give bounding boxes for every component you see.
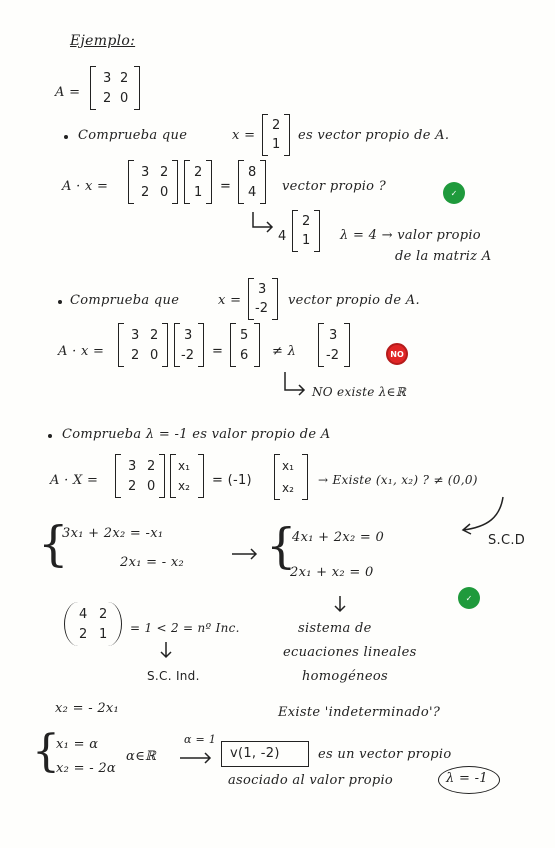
s1-question: vector propio ? (282, 179, 386, 194)
vector-cell: 6 (240, 348, 249, 363)
matrix-cell: 3 (128, 459, 137, 474)
matrix-cell: 0 (147, 479, 156, 494)
matrix-cell: 0 (160, 185, 169, 200)
s2-arrow-icon (282, 372, 308, 398)
matrix-cell: 2 (120, 71, 129, 86)
arrow-down-icon (334, 596, 346, 614)
s1-calc-lhs: A · x = (62, 179, 109, 194)
matrix-cell: 3 (103, 71, 112, 86)
vector-cell: 3 (184, 328, 193, 343)
matrix-cell: 0 (150, 348, 159, 363)
s1-eigenvalue-text2: de la matriz A (395, 249, 492, 264)
s1-matrix-a (128, 160, 178, 204)
vector-cell: 1 (272, 137, 281, 152)
s1-factor-vector (292, 210, 320, 252)
check-stamp-icon: ✓ (443, 182, 465, 204)
s1-eigenvalue-text: λ = 4 → valor propio (340, 228, 481, 243)
matrix-cell: 2 (99, 607, 108, 622)
s3-system2-eq1: 4x₁ + 2x₂ = 0 (292, 530, 385, 545)
brace-icon: { (38, 516, 69, 572)
s3-desc-line1: sistema de (298, 621, 372, 636)
s3-coefficient-matrix (64, 602, 122, 646)
s3-x2-relation: x₂ = - 2x₁ (55, 701, 120, 716)
s3-alpha-value: α = 1 (184, 733, 217, 746)
vector-cell: x₂ (282, 481, 294, 495)
check-stamp-icon: ✓ (458, 587, 480, 609)
matrix-cell: 2 (103, 91, 112, 106)
arrow-down-icon (160, 642, 172, 660)
vector-cell: 1 (194, 185, 203, 200)
s1-x-vector (262, 114, 290, 156)
s2-x-vector (248, 278, 278, 320)
page-title: Ejemplo: (70, 33, 136, 49)
s2-vector-x (174, 323, 204, 367)
vector-cell: 2 (194, 165, 203, 180)
arrow-right-icon (232, 548, 260, 560)
vector-cell: 5 (240, 328, 249, 343)
s1-prompt-post: es vector propio de A. (298, 128, 450, 143)
brace-icon: { (266, 518, 297, 574)
s1-x-label: x = (232, 128, 256, 143)
matrix-cell: 3 (131, 328, 140, 343)
s3-vector-x2 (274, 454, 308, 500)
s2-x-label: x = (218, 293, 242, 308)
vector-cell: x₁ (282, 459, 294, 473)
matrix-cell: 0 (120, 91, 129, 106)
s2-prompt-pre: Comprueba que (70, 293, 180, 308)
vector-cell: 8 (248, 165, 257, 180)
s3-final-line2: asociado al valor propio (228, 773, 394, 788)
s3-scd-label: S.C.D (488, 533, 526, 548)
matrix-cell: 2 (131, 348, 140, 363)
s2-result-vector (230, 323, 260, 367)
s2-prompt-post: vector propio de A. (288, 293, 420, 308)
s3-desc-line2: ecuaciones lineales (283, 645, 417, 660)
brace-icon: { (32, 726, 60, 777)
vector-cell: x₁ (178, 459, 190, 473)
s1-equals: = (220, 179, 232, 194)
s1-factor: 4 (278, 229, 287, 244)
s3-prompt: Comprueba λ = -1 es valor propio de A (62, 427, 331, 442)
vector-cell: 3 (258, 282, 267, 297)
arrow-right-icon (180, 752, 214, 764)
s3-lambda-value: λ = -1 (446, 771, 488, 786)
s3-curved-arrow-icon (458, 495, 508, 535)
matrix-cell: 2 (128, 479, 137, 494)
vector-cell: x₂ (178, 479, 190, 493)
s1-result-vector (238, 160, 266, 204)
vector-cell: 2 (272, 118, 281, 133)
s3-matrix-a (115, 454, 165, 498)
s1-vector-x (184, 160, 212, 204)
vector-cell: 3 (329, 328, 338, 343)
s3-system1-eq2: 2x₁ = - x₂ (120, 555, 185, 570)
vector-cell: 1 (302, 233, 311, 248)
s2-matrix-a (118, 323, 168, 367)
s3-equals: = (-1) (212, 473, 252, 488)
s3-sci-label: S.C. Ind. (147, 669, 200, 683)
s2-conclusion: NO existe λ∈ℝ (312, 385, 407, 399)
vector-cell: 2 (302, 214, 311, 229)
vector-cell: 4 (248, 185, 257, 200)
vector-cell: -2 (255, 301, 268, 316)
s3-vector-x (170, 454, 204, 498)
s2-not-equal: ≠ λ (272, 344, 297, 359)
s2-calc-lhs: A · x = (58, 344, 105, 359)
no-stamp-icon: NO (386, 343, 408, 365)
s3-calc-lhs: A · X = (50, 473, 99, 488)
s3-system1-eq1: 3x₁ + 2x₂ = -x₁ (62, 526, 164, 541)
s3-rank: = 1 < 2 = nº Inc. (130, 621, 240, 635)
bullet-icon (64, 135, 68, 139)
s3-param1: x₁ = α (56, 737, 99, 752)
matrix-cell: 2 (79, 627, 88, 642)
s3-indeterminate: Existe 'indeterminado'? (278, 705, 441, 720)
matrix-cell: 2 (141, 185, 150, 200)
s3-vector-box-text: v(1, -2) (230, 746, 280, 761)
matrix-a-definition (90, 66, 140, 110)
s2-lambda-vector (318, 323, 350, 367)
s1-prompt-pre: Comprueba que (78, 128, 188, 143)
vector-cell: -2 (326, 348, 339, 363)
matrix-cell: 1 (99, 627, 108, 642)
matrix-cell: 2 (150, 328, 159, 343)
s3-system2-eq2: 2x₁ + x₂ = 0 (290, 565, 374, 580)
s3-param-domain: α∈ℝ (126, 749, 157, 764)
s2-equals: = (212, 344, 224, 359)
bullet-icon (48, 434, 52, 438)
matrix-cell: 4 (79, 607, 88, 622)
matrix-cell: 2 (160, 165, 169, 180)
matrix-a-label: A = (55, 85, 81, 100)
s3-final-line1: es un vector propio (318, 747, 452, 762)
s3-desc-line3: homogéneos (302, 669, 388, 684)
matrix-cell: 2 (147, 459, 156, 474)
vector-cell: -2 (181, 348, 194, 363)
s1-arrow-icon (250, 212, 275, 236)
matrix-cell: 3 (141, 165, 150, 180)
s3-exists: → Existe (x₁, x₂) ? ≠ (0,0) (318, 473, 478, 487)
bullet-icon (58, 300, 62, 304)
s3-param2: x₂ = - 2α (56, 761, 116, 776)
